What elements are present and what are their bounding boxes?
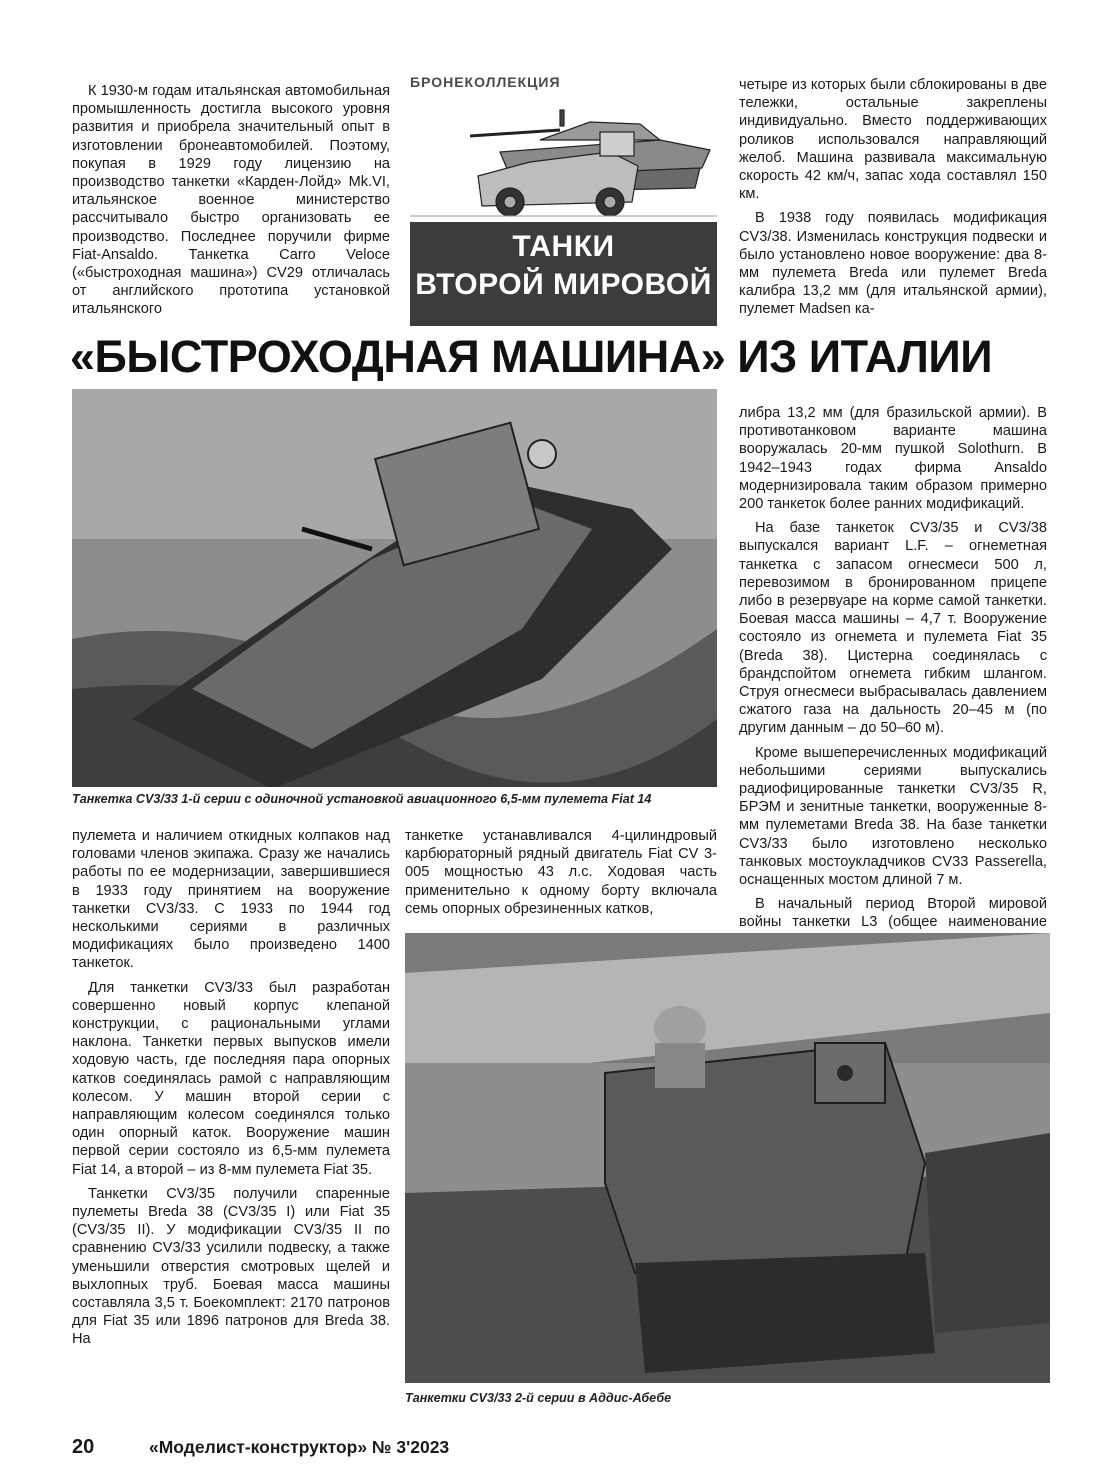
photo-tankettes-addis-ababa xyxy=(405,933,1050,1383)
paragraph: К 1930-м годам итальянская автомобильная промышленность достигла высокого уровня развития и приобрела значительный опыт в изготовлении бронеавтомобилей. Поэтому, покупая в 1929 году лицензию на производство танкетки «Карден-Лойд» Mk.VI, итальянское военное министерство рассчитывало быстро организовать ее производство. Последнее поручили фирме Fiat-Ansaldo. Танкетка Carro Veloce («быстроходная машина») CV29 отличалась от английского прототипа установкой итальянского xyxy=(72,83,390,318)
column-middle-bottom xyxy=(405,827,717,924)
paragraph: танкетке устанавливался 4-цилиндровый карбюраторный рядный двигатель Fiat CV 3-005 мощностью 43 л.с. Ходовая часть применительно к одному борту включала семь опорных обрезиненных катков, xyxy=(405,828,717,917)
section-label: БРОНЕКОЛЛЕКЦИЯ xyxy=(410,74,561,90)
paragraph: либра 13,2 мм (для бразильской армии). В противотанковом варианте машина вооружалась 20-мм пушкой Solothurn. В 1942–1943 годах фирма Ansaldo модернизировала таким образом примерно 200 танкеток более ранних модификаций. xyxy=(739,405,1047,513)
photo-2-caption: Танкетки CV3/33 2-й серии в Аддис-Абебе xyxy=(405,1391,672,1405)
column-right-middle xyxy=(739,404,1047,956)
page-number: 20 xyxy=(72,1436,95,1458)
paragraph: Кроме вышеперечисленных модификаций небольшими сериями выпускались радиофицированные танкетки CV3/35 R, БРЭМ и зенитные танкетки, вооруженные 8-мм пулеметами Breda 38. На базе танкетки CV3/33 было изготовлено несколько танковых мостоукладчиков CV33 Passerella, оснащенных мостом длиной 7 м. xyxy=(739,744,1047,889)
paragraph: Танкетки CV3/35 получили спаренные пулеметы Breda 38 (CV3/35 I) или Fiat 35 (CV3/35 II). У модификации CV3/35 II по сравнению CV3/33 усилили подвеску, а также уменьшили отверстия смотровых щелей и выхлопных труб. Боевая масса машины составляла 3,5 т. Боекомплект: 2170 патронов для Fiat 35 или 1896 патронов для Breda 38. На xyxy=(72,1185,390,1348)
photo-1-image xyxy=(72,389,717,787)
banner-line-1: ТАНКИ xyxy=(512,230,615,263)
paragraph: На базе танкеток CV3/35 и CV3/38 выпускался вариант L.F. – огнеметная танкетка с запасом огнесмеси 500 л, перевозимом в бронированном прицепе либо в резервуаре на корме самой танкетки. Боевая масса машины – 4,7 т. Вооружение состояло из огнемета и пулемета Fiat 35 (Breda 38). Цистерна соединялась с брандспойтом огнемета гибким шлангом. Струя огнесмеси выбрасывалась давлением сжатого газа на дальность 20–45 м (по другим данным – до 50–60 м). xyxy=(739,520,1047,737)
vehicles-illustration xyxy=(410,92,717,220)
armored-car-drawing xyxy=(478,132,638,216)
paragraph: В начальный период Второй мировой войны танкетки L3 (общее наименование xyxy=(739,896,1047,931)
photo-tankette-series-1 xyxy=(72,389,717,787)
article-headline: «БЫСТРОХОДНАЯ МАШИНА» ИЗ ИТАЛИИ xyxy=(70,331,993,382)
paragraph: четыре из которых были сблокированы в две тележки, остальные закреплены индивидуально. Вместо поддерживающих роликов использовался направляющий желоб. Машина развивала максимальную скорость 42 км/ч, запас хода составлял 150 км. xyxy=(739,77,1047,203)
column-left-bottom xyxy=(72,827,390,1355)
banner-title xyxy=(410,228,717,304)
photo-2-image xyxy=(405,933,1050,1383)
paragraph: пулемета и наличием откидных колпаков над головами членов экипажа. Сразу же начались работы по ее модернизации, завершившиеся в 1933 году принятием на вооружение танкетки CV3/33. С 1933 по 1944 год несколькими сериями в различных модификациях было произведено 1400 танкеток. xyxy=(72,828,390,972)
magazine-issue: «Моделист-конструктор» № 3'2023 xyxy=(149,1437,450,1457)
column-right-top xyxy=(739,76,1047,325)
series-banner xyxy=(410,222,717,326)
banner-line-2: ВТОРОЙ МИРОВОЙ xyxy=(415,268,712,301)
photo-1-caption: Танкетка CV3/33 1-й серии с одиночной установкой авиационного 6,5-мм пулемета Fiat 14 xyxy=(72,792,652,806)
paragraph: Для танкетки CV3/33 был разработан совершенно новый корпус клепаной конструкции, с рациональными углами наклона. Танкетки первых выпусков имели ходовую часть, где последняя пара опорных катков соединялась рамой с направляющим колесом. У машин второй серии с направляющим колесом соединялся только один опорный каток. Вооружение машин первой серии состояло из 6,5-мм пулемета Fiat 14, а второй – из 8-мм пулемета Fiat 35. xyxy=(72,979,390,1178)
column-left-top xyxy=(72,82,390,325)
paragraph: В 1938 году появилась модификация CV3/38. Изменилась конструкция подвески и было установлено новое вооружение: два 8-мм пулемета Breda или пулемет Breda калибра 13,2 мм (для итальянской армии), пулемет Madsen ка- xyxy=(739,210,1047,318)
